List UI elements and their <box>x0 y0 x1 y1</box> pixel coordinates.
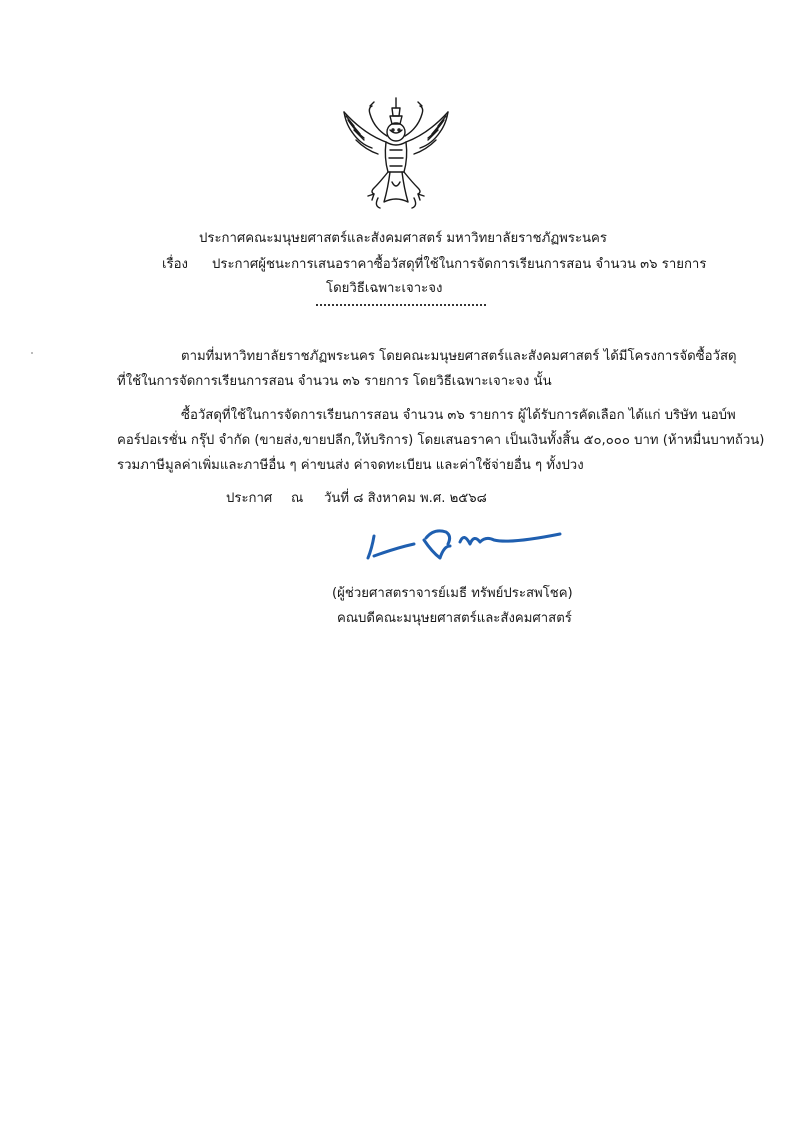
paragraph-2-line-3: รวมภาษีมูลค่าเพิ่มและภาษีอื่น ๆ ค่าขนส่ง ค่าจดทะเบียน และค่าใช้จ่ายอื่น ๆ ทั้งปวง <box>117 458 584 473</box>
signatory-position: คณบดีคณะมนุษยศาสตร์และสังคมศาสตร์ <box>337 611 572 626</box>
subject-line-1: ประกาศผู้ชนะการเสนอราคาซื้อวัสดุที่ใช้ในการจัดการเรียนการสอน จำนวน ๓๖ รายการ <box>212 257 707 272</box>
signatory-name: (ผู้ช่วยศาสตราจารย์เมธี ทรัพย์ประสพโชค) <box>332 586 573 601</box>
margin-mark <box>31 352 33 354</box>
paragraph-1-line-2: ที่ใช้ในการจัดการเรียนการสอน จำนวน ๓๖ รายการ โดยวิธีเฉพาะเจาะจง นั้น <box>117 374 552 389</box>
subject-label: เรื่อง <box>162 257 188 272</box>
announcement-label: ประกาศ <box>226 491 273 506</box>
paragraph-2-line-1: ซื้อวัสดุที่ใช้ในการจัดการเรียนการสอน จำนวน ๓๖ รายการ ผู้ได้รับการคัดเลือก ได้แก่ บริษัท นอบ์พ <box>181 408 736 423</box>
announcement-date: วันที่ ๘ สิงหาคม พ.ศ. ๒๕๖๘ <box>324 491 487 506</box>
announcement-title: ประกาศคณะมนุษยศาสตร์และสังคมศาสตร์ มหาวิทยาลัยราชภัฏพระนคร <box>199 231 607 246</box>
header-separator <box>316 304 486 306</box>
signature-image <box>360 518 570 570</box>
subject-line-2: โดยวิธีเฉพาะเจาะจง <box>326 281 443 296</box>
paragraph-1-line-1: ตามที่มหาวิทยาลัยราชภัฏพระนคร โดยคณะมนุษยศาสตร์และสังคมศาสตร์ ได้มีโครงการจัดซื้อวัสดุ <box>181 349 737 364</box>
announcement-at: ณ <box>291 491 304 506</box>
paragraph-2-line-2: คอร์ปอเรชั่น กรุ๊ป จำกัด (ขายส่ง,ขายปลีก,ให้บริการ) โดยเสนอราคา เป็นเงินทั้งสิ้น ๕๐,๐๐๐ บาท (ห้าหมื่นบาทถ้วน) <box>117 433 765 448</box>
garuda-emblem-icon <box>334 92 458 212</box>
